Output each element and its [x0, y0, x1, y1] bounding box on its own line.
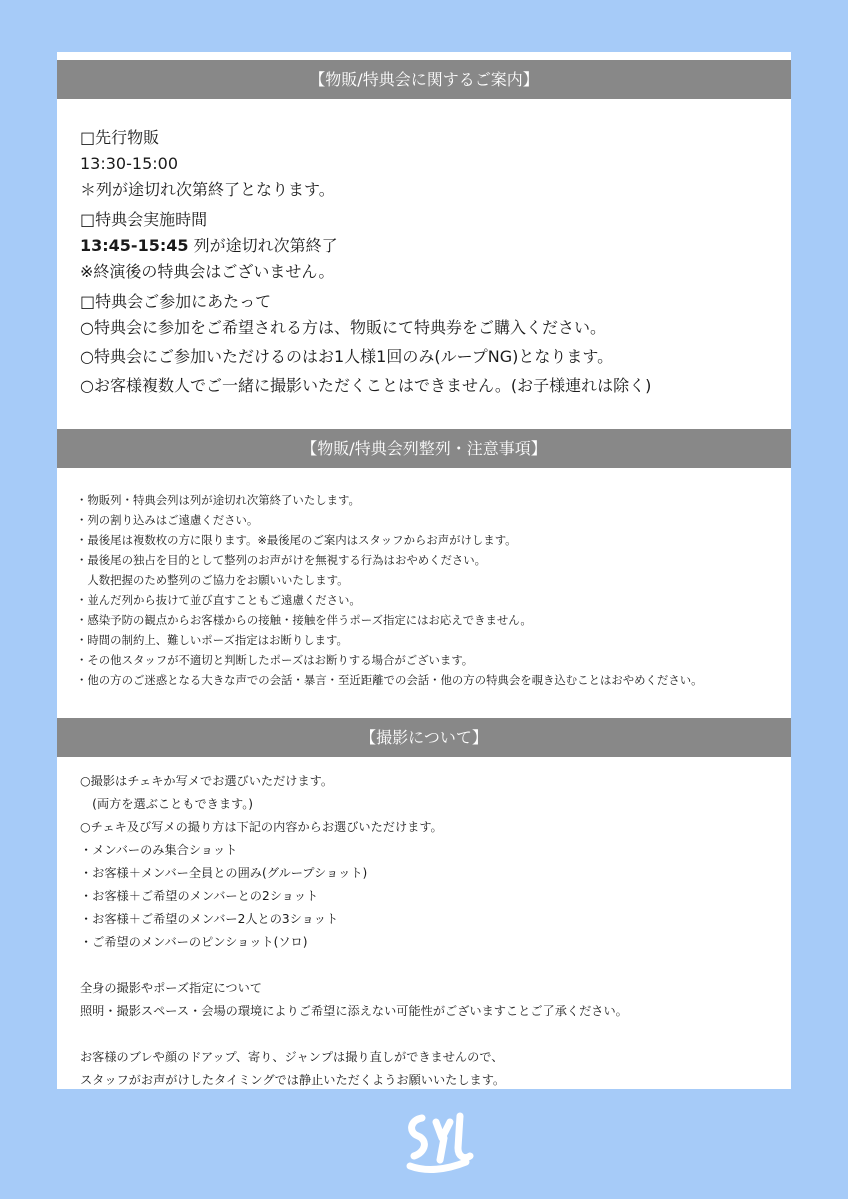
- section-header-photo: 【撮影について】: [57, 718, 791, 757]
- list-item: お客様のブレや顔のドアップ、寄り、ジャンプは撮り直しができませんので、: [80, 1050, 504, 1064]
- list-item: □特典会ご参加にあたって: [80, 292, 272, 311]
- section-header-goods-event: 【物販/特典会に関するご案内】: [57, 60, 791, 99]
- list-item: ・お客様＋メンバー全員との囲み(グループショット): [80, 866, 368, 880]
- list-item: ・メンバーのみ集合ショット: [80, 843, 238, 857]
- list-item: 全身の撮影やポーズ指定について: [80, 981, 262, 995]
- list-item: ・その他スタッフが不適切と判断したポーズはお断りする場合がございます。: [76, 653, 474, 667]
- list-item: ○特典会にご参加いただけるのはお1人様1回のみ(ループNG)となります。: [80, 347, 614, 366]
- event-time: 13:45-15:45: [80, 236, 189, 255]
- list-item: ・列の割り込みはご遠慮ください。: [76, 513, 259, 527]
- list-item: [80, 1023, 781, 1046]
- list-item: 13:30-15:00: [80, 154, 178, 173]
- brand-logo-icon: [400, 1108, 480, 1176]
- list-item: ・時間の制約上、難しいポーズ指定はお断りします。: [76, 633, 348, 647]
- list-item: ・他の方のご迷惑となる大きな声での会話・暴言・至近距離での会話・他の方の特典会を覗き込むことはおやめください。: [76, 673, 703, 687]
- list-item: ＊列が途切れ次第終了となります。: [80, 180, 335, 199]
- list-item: ○特典会に参加をご希望される方は、物販にて特典券をご購入ください。: [80, 318, 606, 337]
- list-item: □特典会実施時間: [80, 210, 208, 229]
- section-body-goods-event: [80, 125, 781, 399]
- list-item: ○チェキ及び写メの撮り方は下記の内容からお選びいただけます。: [80, 820, 443, 834]
- section-body-queue-notes: [76, 490, 781, 690]
- event-time-line: [80, 233, 781, 259]
- list-item: ・並んだ列から抜けて並び直すこともご遠慮ください。: [76, 593, 361, 607]
- event-time-note: 列が途切れ次第終了: [193, 236, 338, 255]
- list-item: ○撮影はチェキか写メでお選びいただけます。: [80, 774, 334, 788]
- list-item: ○お客様複数人でご一緒に撮影いただくことはできません。(お子様連れは除く): [80, 376, 652, 395]
- list-item: ・最後尾の独占を目的として整列のお声がけを無視する行為はおやめください。: [76, 553, 487, 567]
- list-item: 照明・撮影スペース・会場の環境によりご希望に添えない可能性がございますことご了承ください。: [80, 1004, 628, 1018]
- list-item: □先行物販: [80, 128, 160, 147]
- section-body-photo: [80, 770, 781, 1092]
- list-item: ・ご希望のメンバーのピンショット(ソロ): [80, 935, 308, 949]
- list-item: 人数把握のため整列のご協力をお願いいたします。: [76, 573, 349, 587]
- list-item: ※終演後の特典会はございません。: [80, 262, 335, 281]
- list-item: ・お客様＋ご希望のメンバーとの2ショット: [80, 889, 319, 903]
- info-card: [57, 52, 791, 1089]
- list-item: スタッフがお声がけしたタイミングでは静止いただくようお願いいたします。: [80, 1073, 506, 1087]
- list-item: ・物販列・特典会列は列が途切れ次第終了いたします。: [76, 493, 360, 507]
- section-header-queue-notes: 【物販/特典会列整列・注意事項】: [57, 429, 791, 468]
- list-item: [80, 954, 781, 977]
- list-item: ・お客様＋ご希望のメンバー2人との3ショット: [80, 912, 339, 926]
- list-item: (両方を選ぶこともできます。): [80, 797, 254, 811]
- list-item: ・感染予防の観点からお客様からの接触・接触を伴うポーズ指定にはお応えできません。: [76, 613, 532, 627]
- list-item: ・最後尾は複数枚の方に限ります。※最後尾のご案内はスタッフからお声がけします。: [76, 533, 517, 547]
